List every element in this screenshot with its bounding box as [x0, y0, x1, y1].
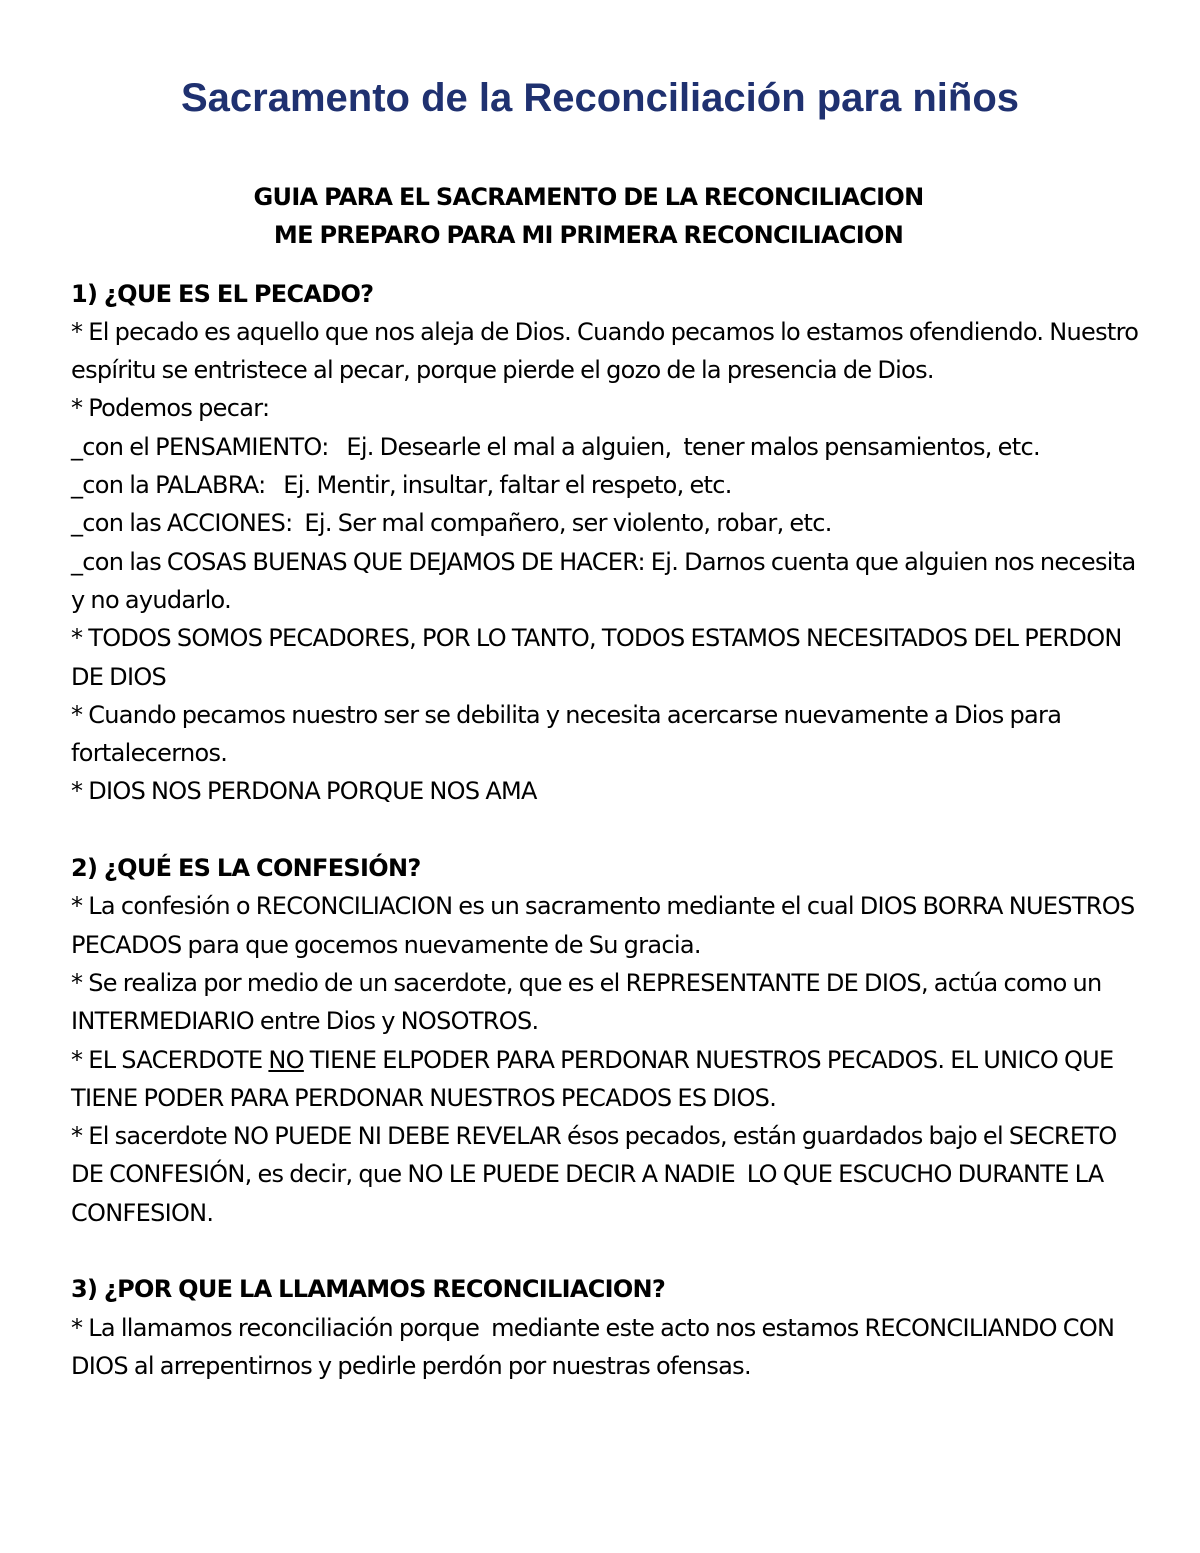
spacer [71, 811, 1146, 849]
subtitle-preparation: ME PREPARO PARA MI PRIMERA RECONCILIACION [273, 221, 904, 250]
section-why-reconciliation [71, 1270, 1146, 1385]
text-fragment: * EL SACERDOTE [71, 1045, 269, 1074]
paragraph [71, 1041, 1146, 1118]
paragraph: * Se realiza por medio de un sacerdote, que es el REPRESENTANTE DE DIOS, actúa como un INTERMEDIARIO entre Dios y NOSOTROS. [71, 968, 1108, 1036]
spacer [71, 1232, 1146, 1270]
section-heading: 3) ¿POR QUE LA LLAMAMOS RECONCILIACION? [71, 1275, 666, 1304]
paragraph: * La confesión o RECONCILIACION es un sacramento mediante el cual DIOS BORRA NUESTROS PECADOS para que gocemos nuevamente de Su gracia. [71, 892, 1141, 959]
text-fragment: TIENE ELPODER PARA PERDONAR NUESTROS PECADOS. EL UNICO QUE TIENE PODER PARA PERDONAR NUESTROS PECADOS ES DIOS. [71, 1045, 1120, 1112]
paragraph: * DIOS NOS PERDONA PORQUE NOS AMA [71, 777, 537, 806]
paragraph: * Podemos pecar: [71, 394, 270, 423]
paragraph: _con las ACCIONES: Ej. Ser mal compañero, ser violento, robar, etc. [71, 509, 832, 538]
spacer [71, 255, 1146, 275]
paragraph: * La llamamos reconciliación porque mediante este acto nos estamos RECONCILIANDO CON DIOS al arrepentirnos y pedirle perdón por nuestras ofensas. [71, 1313, 1121, 1380]
section-heading: 1) ¿QUE ES EL PECADO? [71, 279, 374, 308]
paragraph: * TODOS SOMOS PECADORES, POR LO TANTO, TODOS ESTAMOS NECESITADOS DEL PERDON DE DIOS [71, 624, 1128, 691]
document-body [71, 178, 1146, 1385]
paragraph: _con el PENSAMIENTO: Ej. Desearle el mal a alguien, tener malos pensamientos, etc. [71, 432, 1040, 461]
section-heading: 2) ¿QUÉ ES LA CONFESIÓN? [71, 854, 421, 883]
paragraph: _con la PALABRA: Ej. Mentir, insultar, faltar el respeto, etc. [71, 471, 732, 500]
paragraph: * Cuando pecamos nuestro ser se debilita y necesita acercarse nuevamente a Dios para fortalecernos. [71, 700, 1068, 768]
section-what-is-sin [71, 275, 1146, 811]
paragraph: _con las COSAS BUENAS QUE DEJAMOS DE HACER: Ej. Darnos cuenta que alguien nos necesita y no ayudarlo. [71, 547, 1142, 614]
page-title: Sacramento de la Reconciliación para niños [180, 76, 1020, 120]
paragraph: * El sacerdote NO PUEDE NI DEBE REVELAR ésos pecados, están guardados bajo el SECRETO DE CONFESIÓN, es decir, que NO LE PUEDE DECIR A NADIE LO QUE ESCUCHO DURANTE LA CONFESION. [71, 1122, 1123, 1227]
section-what-is-confession [71, 849, 1146, 1232]
subtitle-guide: GUIA PARA EL SACRAMENTO DE LA RECONCILIACION [253, 183, 924, 211]
underlined-word: NO [268, 1045, 304, 1074]
paragraph: * El pecado es aquello que nos aleja de Dios. Cuando pecamos lo estamos ofendiendo. Nuestro espíritu se entristece al pecar, porque pierde el gozo de la presencia de Dios. [71, 317, 1145, 385]
